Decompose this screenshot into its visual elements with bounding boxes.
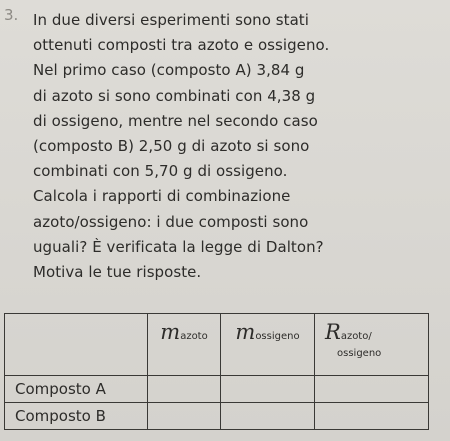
exercise-line: azoto/ossigeno: i due composti sono <box>33 212 309 231</box>
row-label-composto-b: Composto B <box>5 403 148 430</box>
exercise-line: Calcola i rapporti di combinazione <box>33 187 291 206</box>
exercise-line: uguali? È verificata la legge di Dalton? <box>33 237 324 256</box>
exercise-line: (composto B) 2,50 g di azoto si sono <box>33 136 310 155</box>
answer-cell[interactable] <box>148 403 221 430</box>
exercise-line: combinati con 5,70 g di ossigeno. <box>33 162 288 181</box>
exercise-line: In due diversi esperimenti sono stati <box>33 11 309 29</box>
answer-cell[interactable] <box>148 376 221 403</box>
exercise-text <box>33 8 450 285</box>
table-row <box>5 376 429 403</box>
header-m-azoto: mazoto <box>148 314 221 376</box>
exercise-line: di ossigeno, mentre nel secondo caso <box>33 111 318 130</box>
table-corner-cell <box>5 314 148 376</box>
answer-cell[interactable] <box>221 403 315 430</box>
exercise-line: Nel primo caso (composto A) 3,84 g <box>33 61 305 80</box>
header-r-ratio: Razoto/ ossigeno <box>315 314 429 376</box>
exercise-line: Motiva le tue risposte. <box>33 262 202 281</box>
answer-cell[interactable] <box>315 403 429 430</box>
table-header-row <box>5 314 429 376</box>
exercise-line: di azoto si sono combinati con 4,38 g <box>33 86 316 105</box>
answer-table <box>4 313 429 430</box>
table-row <box>5 403 429 430</box>
exercise-line: ottenuti composti tra azoto e ossigeno. <box>33 36 330 55</box>
header-m-ossigeno: mossigeno <box>221 314 315 376</box>
answer-cell[interactable] <box>221 376 315 403</box>
row-label-composto-a: Composto A <box>5 376 148 403</box>
answer-cell[interactable] <box>315 376 429 403</box>
exercise-number: 3. <box>4 6 19 24</box>
